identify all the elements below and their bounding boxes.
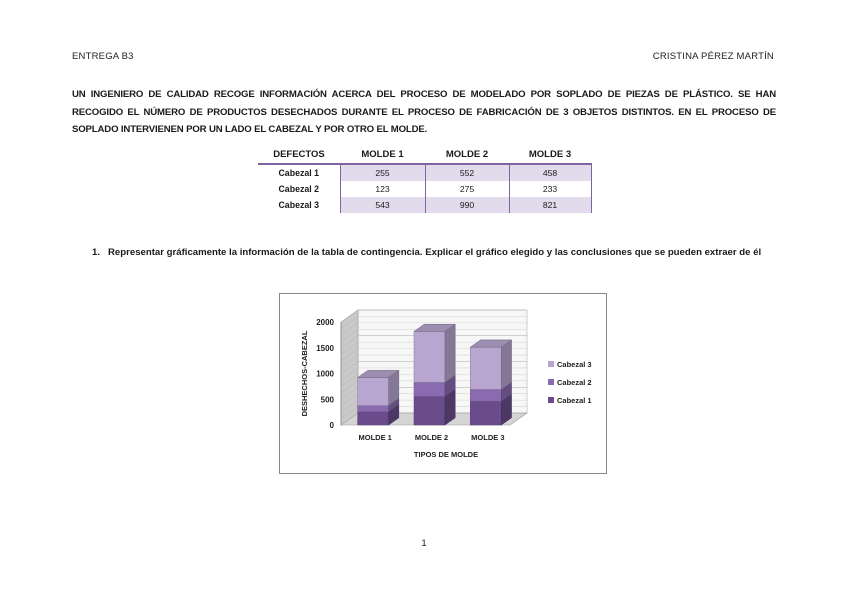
table-cell: 458 [509, 164, 591, 181]
bar-segment-front [414, 382, 445, 396]
x-axis-title: TIPOS DE MOLDE [413, 450, 479, 459]
table-cell: 123 [340, 181, 425, 197]
y-axis-title: DESHECHOS-CABEZAL [300, 330, 309, 417]
x-tick-label: MOLDE 2 [414, 433, 449, 442]
legend-swatch [548, 379, 554, 385]
row-label: Cabezal 2 [278, 184, 320, 194]
header-right: CRISTINA PÉREZ MARTÍN [652, 51, 774, 62]
x-tick-label: MOLDE 3 [471, 433, 505, 442]
bar-segment-front [358, 412, 389, 425]
table-cell: 233 [509, 181, 591, 197]
question-number: 1. [92, 247, 101, 258]
row-label: Cabezal 1 [278, 168, 320, 178]
bar-segment-front [358, 406, 389, 412]
y-tick-label: 2000 [316, 318, 334, 327]
bar-segment-front [470, 401, 501, 425]
table-cell: 821 [509, 197, 591, 213]
bar-segment-side [501, 340, 511, 389]
bar-segment-front [470, 389, 501, 401]
header-left: ENTREGA B3 [72, 51, 134, 62]
contingency-table [258, 146, 592, 213]
legend-swatch [548, 397, 554, 403]
row-label: Cabezal 3 [278, 200, 320, 210]
bar-segment-front [414, 397, 445, 425]
bar-segment-front [470, 347, 501, 389]
table-cell: 552 [425, 164, 509, 181]
page-number: 1 [421, 538, 427, 549]
table-cell: 990 [425, 197, 509, 213]
table-cell: 543 [340, 197, 425, 213]
y-tick-label: 500 [320, 395, 334, 405]
x-tick-label: MOLDE 1 [358, 433, 392, 442]
legend-label: Cabezal 2 [557, 378, 592, 387]
legend-label: Cabezal 1 [557, 396, 592, 405]
y-tick-label: 1500 [316, 343, 334, 353]
question-text: Representar gráficamente la información de la tabla de contingencia. Explicar el gráfico elegido y las conclusiones que se pueden extraer de él [108, 247, 762, 258]
stacked-bar-chart [279, 293, 607, 474]
legend-swatch [548, 361, 554, 367]
table-cell: 255 [340, 164, 425, 181]
table-cell: 275 [425, 181, 509, 197]
table-row [258, 164, 591, 181]
table-header-molde-1: MOLDE 1 [340, 146, 425, 164]
table-header-molde-2: MOLDE 2 [425, 146, 509, 164]
intro-paragraph: UN INGENIERO DE CALIDAD RECOGE INFORMACIÓN ACERCA DEL PROCESO DE MODELADO POR SOPLADO DE PIEZAS DE PLÁSTICO. SE HAN RECOGIDO EL NÚMERO DE PRODUCTOS DESECHADOS DURANTE EL PROCESO DE FABRICACIÓN DE 3 OBJETOS DISTINTOS. EN EL PROCESO DE SOPLADO INTERVIENEN POR UN LADO EL CABEZAL Y POR OTRO EL MOLDE. [72, 89, 776, 135]
table-header-row [258, 146, 591, 164]
table-row [258, 181, 591, 197]
table-row [258, 197, 591, 213]
y-tick-label: 1000 [316, 369, 334, 379]
table-header-defectos: DEFECTOS [258, 146, 340, 164]
bar-segment-side [445, 324, 455, 382]
table-header-molde-3: MOLDE 3 [509, 146, 591, 164]
chart-svg [280, 294, 606, 473]
legend-label: Cabezal 3 [557, 360, 592, 369]
bar-segment-front [358, 378, 389, 406]
bar-segment-front [414, 331, 445, 382]
y-tick-label: 0 [329, 421, 334, 430]
